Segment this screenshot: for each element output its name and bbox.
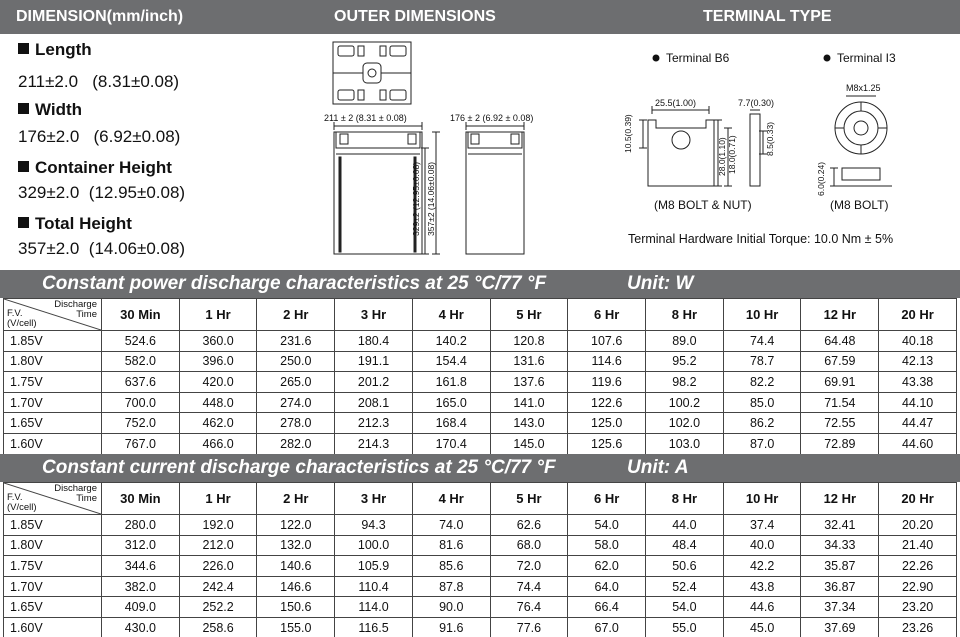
bullet-square-icon	[18, 43, 29, 54]
value-cell: 137.6	[490, 372, 568, 393]
value-cell: 72.0	[490, 556, 568, 577]
value-cell: 62.6	[490, 515, 568, 536]
bullet-dot-icon	[653, 55, 660, 62]
terminal-i3-drawing	[830, 96, 892, 186]
value-cell: 81.6	[412, 535, 490, 556]
value-cell: 85.0	[723, 392, 801, 413]
value-cell: 21.40	[879, 535, 957, 556]
value-cell: 78.7	[723, 351, 801, 372]
table-header-row	[4, 299, 957, 331]
value-cell: 231.6	[257, 331, 335, 352]
table-row	[4, 576, 957, 597]
value-cell: 242.4	[179, 576, 257, 597]
value-cell: 22.26	[879, 556, 957, 577]
corner-time-label: Time	[76, 493, 97, 504]
value-cell: 767.0	[102, 433, 180, 454]
value-cell: 466.0	[179, 433, 257, 454]
value-cell: 74.0	[412, 515, 490, 536]
final-voltage-cell: 1.60V	[4, 617, 102, 637]
value-cell: 382.0	[102, 576, 180, 597]
terminal-b6-caption: (M8 BOLT & NUT)	[654, 198, 752, 212]
time-column-header: 1 Hr	[179, 483, 257, 515]
value-cell: 360.0	[179, 331, 257, 352]
value-cell: 44.60	[879, 433, 957, 454]
value-cell: 44.6	[723, 597, 801, 618]
value-cell: 125.6	[568, 433, 646, 454]
value-cell: 143.0	[490, 413, 568, 434]
value-cell: 44.10	[879, 392, 957, 413]
value-cell: 409.0	[102, 597, 180, 618]
value-cell: 265.0	[257, 372, 335, 393]
corner-fv-label: F.V.	[7, 308, 23, 319]
value-cell: 42.13	[879, 351, 957, 372]
final-voltage-cell: 1.75V	[4, 556, 102, 577]
value-cell: 212.3	[335, 413, 413, 434]
dimension-width-value: 176±2.0 (6.92±0.08)	[18, 127, 181, 146]
value-cell: 103.0	[646, 433, 724, 454]
side-width-dimension: 176 ± 2 (6.92 ± 0.08)	[450, 113, 534, 123]
time-column-header: 4 Hr	[412, 483, 490, 515]
value-cell: 214.3	[335, 433, 413, 454]
bullet-square-icon	[18, 161, 29, 172]
final-voltage-cell: 1.80V	[4, 351, 102, 372]
value-cell: 45.0	[723, 617, 801, 637]
time-column-header: 8 Hr	[646, 483, 724, 515]
value-cell: 396.0	[179, 351, 257, 372]
value-cell: 100.2	[646, 392, 724, 413]
value-cell: 67.59	[801, 351, 879, 372]
table-header-row	[4, 483, 957, 515]
final-voltage-cell: 1.65V	[4, 413, 102, 434]
terminal-b6-drawing	[639, 106, 767, 186]
value-cell: 85.6	[412, 556, 490, 577]
table-row	[4, 351, 957, 372]
dimension-container-height-value: 329±2.0 (12.95±0.08)	[18, 183, 186, 202]
final-voltage-cell: 1.65V	[4, 597, 102, 618]
time-column-header: 20 Hr	[879, 299, 957, 331]
corner-vcell-label: (V/cell)	[7, 502, 37, 513]
time-column-header: 6 Hr	[568, 483, 646, 515]
power-section-unit: Unit: W	[627, 273, 694, 294]
value-cell: 146.6	[257, 576, 335, 597]
final-voltage-cell: 1.75V	[4, 372, 102, 393]
value-cell: 114.0	[335, 597, 413, 618]
value-cell: 131.6	[490, 351, 568, 372]
terminal-i3-label: Terminal I3	[837, 51, 896, 65]
i3-thread-dimension: M8x1.25	[846, 83, 881, 93]
value-cell: 50.6	[646, 556, 724, 577]
value-cell: 280.0	[102, 515, 180, 536]
header-bar	[0, 0, 960, 34]
value-cell: 448.0	[179, 392, 257, 413]
i3-height-dimension: 6.0(0.24)	[816, 161, 826, 196]
value-cell: 20.20	[879, 515, 957, 536]
value-cell: 43.38	[879, 372, 957, 393]
value-cell: 71.54	[801, 392, 879, 413]
value-cell: 86.2	[723, 413, 801, 434]
time-column-header: 30 Min	[102, 483, 180, 515]
power-section-title: Constant power discharge characteristics at 25 °C/77 °F	[42, 273, 547, 294]
time-column-header: 5 Hr	[490, 299, 568, 331]
final-voltage-cell: 1.70V	[4, 392, 102, 413]
current-discharge-table	[3, 482, 957, 637]
dimension-heading: DIMENSION(mm/inch)	[16, 8, 184, 25]
terminal-i3-caption: (M8 BOLT)	[830, 198, 889, 212]
value-cell: 44.0	[646, 515, 724, 536]
value-cell: 140.2	[412, 331, 490, 352]
value-cell: 700.0	[102, 392, 180, 413]
value-cell: 87.8	[412, 576, 490, 597]
value-cell: 154.4	[412, 351, 490, 372]
value-cell: 140.6	[257, 556, 335, 577]
front-width-dimension: 211 ± 2 (8.31 ± 0.08)	[324, 113, 407, 123]
value-cell: 752.0	[102, 413, 180, 434]
value-cell: 94.3	[335, 515, 413, 536]
bullet-dot-icon	[824, 55, 831, 62]
value-cell: 40.18	[879, 331, 957, 352]
table-row	[4, 413, 957, 434]
side-view-drawing	[466, 122, 524, 254]
table-row	[4, 617, 957, 637]
value-cell: 89.0	[646, 331, 724, 352]
final-voltage-cell: 1.85V	[4, 515, 102, 536]
value-cell: 637.6	[102, 372, 180, 393]
b6-hole-height-dimension: 10.5(0.39)	[623, 114, 633, 153]
value-cell: 141.0	[490, 392, 568, 413]
time-column-header: 10 Hr	[723, 483, 801, 515]
b6-inner-height-dimension: 18.0(0.71)	[727, 135, 737, 174]
current-section-bar	[0, 454, 960, 482]
table-row	[4, 392, 957, 413]
value-cell: 68.0	[490, 535, 568, 556]
value-cell: 278.0	[257, 413, 335, 434]
value-cell: 145.0	[490, 433, 568, 454]
terminal-type-heading: TERMINAL TYPE	[703, 8, 832, 25]
dimension-total-height-value: 357±2.0 (14.06±0.08)	[18, 239, 186, 258]
value-cell: 155.0	[257, 617, 335, 637]
b6-side-height-dimension: 8.5(0.33)	[765, 121, 775, 156]
table-row	[4, 535, 957, 556]
corner-fv-label: F.V.	[7, 492, 23, 503]
value-cell: 344.6	[102, 556, 180, 577]
time-column-header: 3 Hr	[335, 299, 413, 331]
value-cell: 95.2	[646, 351, 724, 372]
value-cell: 258.6	[179, 617, 257, 637]
dimension-length-value: 211±2.0 (8.31±0.08)	[18, 72, 180, 91]
value-cell: 420.0	[179, 372, 257, 393]
value-cell: 43.8	[723, 576, 801, 597]
value-cell: 282.0	[257, 433, 335, 454]
terminal-torque-note: Terminal Hardware Initial Torque: 10.0 Nm ± 5%	[628, 232, 894, 246]
value-cell: 168.4	[412, 413, 490, 434]
table-row	[4, 515, 957, 536]
value-cell: 76.4	[490, 597, 568, 618]
value-cell: 72.89	[801, 433, 879, 454]
total-height-dimension: 357±2 (14.06±0.08)	[426, 161, 436, 236]
value-cell: 87.0	[723, 433, 801, 454]
container-height-dimension: 329±2 (12.95±0.08)	[411, 161, 421, 236]
value-cell: 82.2	[723, 372, 801, 393]
time-column-header: 1 Hr	[179, 299, 257, 331]
terminal-b6-label: Terminal B6	[666, 51, 730, 65]
final-voltage-cell: 1.85V	[4, 331, 102, 352]
value-cell: 170.4	[412, 433, 490, 454]
dimension-container-height-label: Container Height	[18, 158, 172, 178]
value-cell: 201.2	[335, 372, 413, 393]
time-column-header: 20 Hr	[879, 483, 957, 515]
value-cell: 67.0	[568, 617, 646, 637]
time-column-header: 30 Min	[102, 299, 180, 331]
value-cell: 37.69	[801, 617, 879, 637]
corner-time-label: Time	[76, 309, 97, 320]
value-cell: 69.91	[801, 372, 879, 393]
table-row	[4, 597, 957, 618]
value-cell: 105.9	[335, 556, 413, 577]
terminal-type-drawing	[610, 36, 955, 266]
value-cell: 64.0	[568, 576, 646, 597]
value-cell: 125.0	[568, 413, 646, 434]
b6-thickness-dimension: 7.7(0.30)	[738, 98, 775, 108]
value-cell: 208.1	[335, 392, 413, 413]
value-cell: 524.6	[102, 331, 180, 352]
value-cell: 122.0	[257, 515, 335, 536]
value-cell: 54.0	[568, 515, 646, 536]
value-cell: 37.4	[723, 515, 801, 536]
time-column-header: 12 Hr	[801, 483, 879, 515]
value-cell: 48.4	[646, 535, 724, 556]
value-cell: 100.0	[335, 535, 413, 556]
value-cell: 42.2	[723, 556, 801, 577]
table-row	[4, 331, 957, 352]
value-cell: 226.0	[179, 556, 257, 577]
final-voltage-cell: 1.60V	[4, 433, 102, 454]
value-cell: 52.4	[646, 576, 724, 597]
time-column-header: 4 Hr	[412, 299, 490, 331]
value-cell: 40.0	[723, 535, 801, 556]
table-corner-header	[4, 299, 102, 331]
value-cell: 582.0	[102, 351, 180, 372]
value-cell: 250.0	[257, 351, 335, 372]
value-cell: 35.87	[801, 556, 879, 577]
power-discharge-table	[3, 298, 957, 455]
power-section-bar	[0, 270, 960, 298]
value-cell: 77.6	[490, 617, 568, 637]
value-cell: 119.6	[568, 372, 646, 393]
value-cell: 252.2	[179, 597, 257, 618]
value-cell: 37.34	[801, 597, 879, 618]
value-cell: 192.0	[179, 515, 257, 536]
b6-total-height-dimension: 28.0(1.10)	[717, 137, 727, 176]
value-cell: 102.0	[646, 413, 724, 434]
table-row	[4, 433, 957, 454]
time-column-header: 6 Hr	[568, 299, 646, 331]
bullet-square-icon	[18, 217, 29, 228]
final-voltage-cell: 1.80V	[4, 535, 102, 556]
value-cell: 191.1	[335, 351, 413, 372]
dimension-total-height-label: Total Height	[18, 214, 132, 234]
front-view-drawing	[334, 122, 440, 254]
time-column-header: 10 Hr	[723, 299, 801, 331]
top-view-drawing	[333, 42, 411, 104]
value-cell: 212.0	[179, 535, 257, 556]
final-voltage-cell: 1.70V	[4, 576, 102, 597]
b6-width-dimension: 25.5(1.00)	[655, 98, 697, 108]
value-cell: 55.0	[646, 617, 724, 637]
value-cell: 54.0	[646, 597, 724, 618]
time-column-header: 3 Hr	[335, 483, 413, 515]
current-section-unit: Unit: A	[627, 457, 689, 478]
value-cell: 90.0	[412, 597, 490, 618]
value-cell: 161.8	[412, 372, 490, 393]
value-cell: 312.0	[102, 535, 180, 556]
value-cell: 34.33	[801, 535, 879, 556]
value-cell: 44.47	[879, 413, 957, 434]
value-cell: 36.87	[801, 576, 879, 597]
value-cell: 107.6	[568, 331, 646, 352]
value-cell: 120.8	[490, 331, 568, 352]
time-column-header: 5 Hr	[490, 483, 568, 515]
corner-vcell-label: (V/cell)	[7, 318, 37, 329]
value-cell: 74.4	[723, 331, 801, 352]
value-cell: 74.4	[490, 576, 568, 597]
corner-discharge-label: Discharge	[54, 299, 97, 310]
dimension-width-label: Width	[18, 100, 82, 120]
current-section-title: Constant current discharge characteristics at 25 °C/77 °F	[42, 457, 556, 478]
outer-dimensions-heading: OUTER DIMENSIONS	[334, 8, 496, 25]
value-cell: 462.0	[179, 413, 257, 434]
value-cell: 98.2	[646, 372, 724, 393]
value-cell: 91.6	[412, 617, 490, 637]
dimension-length-label: Length	[18, 40, 92, 60]
corner-discharge-label: Discharge	[54, 483, 97, 494]
value-cell: 62.0	[568, 556, 646, 577]
outer-dimensions-drawing	[310, 36, 600, 264]
value-cell: 132.0	[257, 535, 335, 556]
value-cell: 116.5	[335, 617, 413, 637]
bullet-square-icon	[18, 103, 29, 114]
value-cell: 23.26	[879, 617, 957, 637]
value-cell: 274.0	[257, 392, 335, 413]
value-cell: 23.20	[879, 597, 957, 618]
value-cell: 110.4	[335, 576, 413, 597]
table-row	[4, 372, 957, 393]
value-cell: 72.55	[801, 413, 879, 434]
value-cell: 180.4	[335, 331, 413, 352]
table-row	[4, 556, 957, 577]
value-cell: 165.0	[412, 392, 490, 413]
value-cell: 22.90	[879, 576, 957, 597]
value-cell: 32.41	[801, 515, 879, 536]
time-column-header: 2 Hr	[257, 299, 335, 331]
time-column-header: 8 Hr	[646, 299, 724, 331]
value-cell: 114.6	[568, 351, 646, 372]
value-cell: 66.4	[568, 597, 646, 618]
time-column-header: 12 Hr	[801, 299, 879, 331]
time-column-header: 2 Hr	[257, 483, 335, 515]
value-cell: 430.0	[102, 617, 180, 637]
value-cell: 64.48	[801, 331, 879, 352]
value-cell: 122.6	[568, 392, 646, 413]
table-corner-header	[4, 483, 102, 515]
value-cell: 150.6	[257, 597, 335, 618]
value-cell: 58.0	[568, 535, 646, 556]
